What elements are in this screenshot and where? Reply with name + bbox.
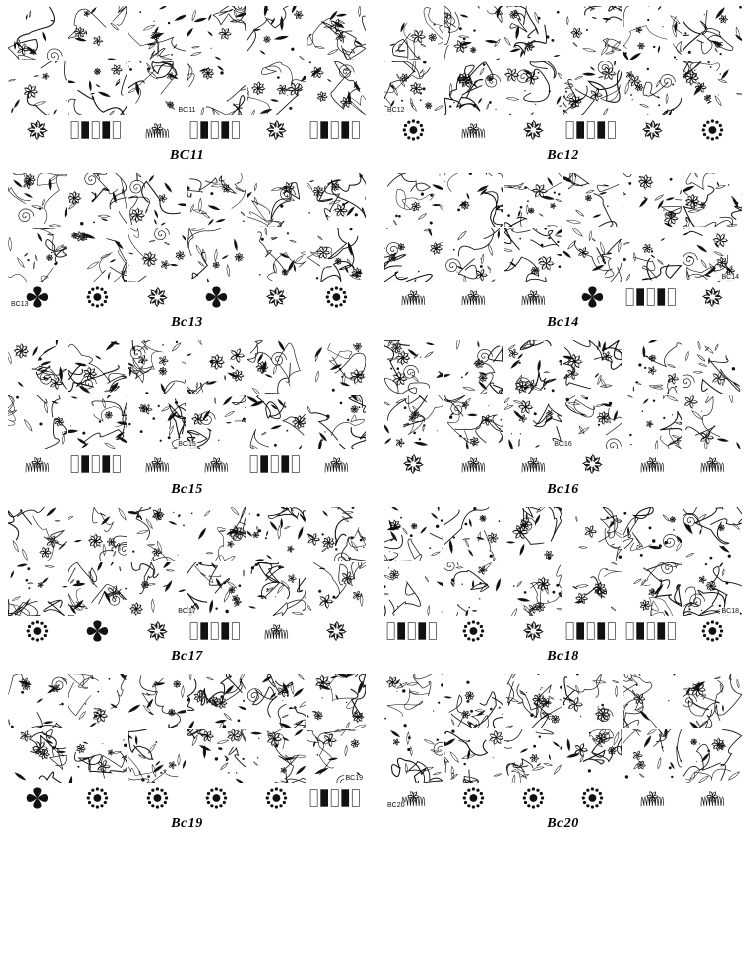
plate-row bbox=[8, 507, 742, 671]
plate-label: Bc17 bbox=[171, 649, 203, 664]
plate-design-cell bbox=[504, 61, 563, 115]
plate-design-cell bbox=[623, 562, 682, 616]
plate-label: Bc15 bbox=[171, 482, 203, 497]
plate-accent-cell bbox=[563, 784, 622, 812]
plate-design-cell bbox=[247, 562, 306, 616]
plate-design-cell bbox=[384, 395, 443, 449]
plate-label: Bc18 bbox=[547, 649, 579, 664]
plate-bc14[interactable] bbox=[384, 173, 742, 337]
plate-bc18[interactable] bbox=[384, 507, 742, 671]
plate-design-cell bbox=[128, 228, 187, 282]
plate-accent-cell bbox=[68, 116, 127, 144]
plate-design-cell bbox=[683, 674, 742, 728]
plate-design-cell bbox=[128, 507, 187, 561]
plate-accent-cell bbox=[307, 116, 366, 144]
plate-design-cell bbox=[68, 507, 127, 561]
plate-accent-cell bbox=[8, 450, 67, 478]
plate-design-cell bbox=[307, 507, 366, 561]
plate-accent-cell bbox=[623, 283, 682, 311]
plate-accent-cell bbox=[444, 116, 503, 144]
plate-design-cell bbox=[8, 340, 67, 394]
plate-image-grid bbox=[384, 340, 742, 478]
plate-code-text: BC12 bbox=[387, 107, 405, 114]
plate-accent-cell bbox=[683, 784, 742, 812]
plate-design-cell bbox=[563, 729, 622, 783]
plate-accent-cell bbox=[504, 116, 563, 144]
plate-design-cell bbox=[384, 228, 443, 282]
plate-design-cell bbox=[8, 6, 67, 60]
plate-design-cell bbox=[68, 173, 127, 227]
plate-accent-cell bbox=[8, 784, 67, 812]
plate-design-cell bbox=[444, 507, 503, 561]
plate-row bbox=[8, 173, 742, 337]
plate-design-cell bbox=[307, 674, 366, 728]
plate-code-text: BC15 bbox=[178, 441, 196, 448]
plate-design-cell bbox=[504, 228, 563, 282]
plate-accent-cell bbox=[68, 617, 127, 645]
plate-design-cell bbox=[683, 61, 742, 115]
plate-design-cell bbox=[247, 729, 306, 783]
plate-image-grid bbox=[8, 173, 366, 311]
plate-design-cell bbox=[247, 340, 306, 394]
plate-accent-cell bbox=[623, 784, 682, 812]
plate-accent-cell bbox=[683, 617, 742, 645]
plate-accent-cell bbox=[187, 617, 246, 645]
plate-image-grid bbox=[384, 6, 742, 144]
plate-design-cell bbox=[307, 61, 366, 115]
plate-accent-cell bbox=[623, 116, 682, 144]
plate-accent-cell bbox=[563, 116, 622, 144]
plate-design-cell bbox=[504, 6, 563, 60]
plate-design-cell bbox=[247, 61, 306, 115]
plate-design-cell bbox=[623, 674, 682, 728]
plate-design-cell bbox=[563, 173, 622, 227]
plate-accent-cell bbox=[683, 116, 742, 144]
plate-design-cell bbox=[128, 729, 187, 783]
plate-label: BC11 bbox=[170, 148, 204, 163]
plate-design-cell bbox=[307, 340, 366, 394]
plate-design-cell bbox=[68, 61, 127, 115]
plate-bc11[interactable] bbox=[8, 6, 366, 170]
plate-design-cell bbox=[623, 228, 682, 282]
plate-image-grid bbox=[8, 674, 366, 812]
plate-code-text: BC19 bbox=[345, 775, 363, 782]
plate-row bbox=[8, 6, 742, 170]
plate-design-cell bbox=[444, 674, 503, 728]
plate-code-text: BC11 bbox=[178, 107, 196, 114]
plate-design-cell bbox=[68, 674, 127, 728]
plate-design-cell bbox=[128, 173, 187, 227]
plate-design-cell bbox=[623, 61, 682, 115]
plate-bc20[interactable] bbox=[384, 674, 742, 838]
plate-design-cell bbox=[683, 340, 742, 394]
plate-bc19[interactable] bbox=[8, 674, 366, 838]
plate-bc13[interactable] bbox=[8, 173, 366, 337]
plate-design-cell bbox=[187, 674, 246, 728]
plate-design-cell bbox=[8, 507, 67, 561]
plate-bc15[interactable] bbox=[8, 340, 366, 504]
plate-design-cell bbox=[8, 395, 67, 449]
plate-design-cell bbox=[68, 395, 127, 449]
plate-design-cell bbox=[128, 340, 187, 394]
plate-accent-cell bbox=[384, 617, 443, 645]
plate-design-cell bbox=[68, 6, 127, 60]
plate-label: Bc16 bbox=[547, 482, 579, 497]
plate-accent-cell bbox=[128, 450, 187, 478]
plate-design-cell bbox=[384, 729, 443, 783]
plate-row bbox=[8, 674, 742, 838]
plate-design-cell bbox=[307, 173, 366, 227]
plate-design-cell bbox=[68, 228, 127, 282]
plate-accent-cell bbox=[307, 617, 366, 645]
plate-accent-cell bbox=[384, 116, 443, 144]
plate-design-cell bbox=[307, 228, 366, 282]
plate-accent-cell bbox=[68, 283, 127, 311]
plate-design-cell bbox=[504, 340, 563, 394]
plate-design-cell bbox=[307, 562, 366, 616]
plate-design-cell bbox=[563, 562, 622, 616]
plate-accent-cell bbox=[187, 450, 246, 478]
plate-design-cell bbox=[384, 340, 443, 394]
plate-image-grid bbox=[8, 340, 366, 478]
plate-accent-cell bbox=[247, 116, 306, 144]
plate-accent-cell bbox=[247, 784, 306, 812]
plate-image-grid bbox=[384, 507, 742, 645]
plate-design-cell bbox=[384, 507, 443, 561]
plate-design-cell bbox=[128, 6, 187, 60]
plate-design-cell bbox=[444, 228, 503, 282]
plate-design-cell bbox=[247, 173, 306, 227]
plate-design-cell bbox=[187, 173, 246, 227]
plate-design-cell bbox=[683, 729, 742, 783]
plate-accent-cell bbox=[128, 283, 187, 311]
plate-accent-cell bbox=[8, 116, 67, 144]
plate-design-cell bbox=[444, 6, 503, 60]
plate-code-text: BC20 bbox=[387, 802, 405, 809]
plate-code-text: BC13 bbox=[11, 301, 29, 308]
plate-design-cell bbox=[504, 729, 563, 783]
plate-design-cell bbox=[68, 340, 127, 394]
plate-code-text: BC16 bbox=[554, 441, 572, 448]
plate-bc17[interactable] bbox=[8, 507, 366, 671]
plate-design-cell bbox=[623, 6, 682, 60]
plate-accent-cell bbox=[128, 784, 187, 812]
plate-accent-cell bbox=[247, 283, 306, 311]
plate-row bbox=[8, 340, 742, 504]
plate-design-cell bbox=[68, 562, 127, 616]
plate-design-cell bbox=[563, 340, 622, 394]
plate-design-cell bbox=[187, 729, 246, 783]
plate-design-cell bbox=[563, 6, 622, 60]
plate-bc12[interactable] bbox=[384, 6, 742, 170]
plate-bc16[interactable] bbox=[384, 340, 742, 504]
plate-label: Bc19 bbox=[171, 816, 203, 831]
plate-accent-cell bbox=[444, 617, 503, 645]
plate-design-cell bbox=[247, 674, 306, 728]
plate-accent-cell bbox=[384, 283, 443, 311]
plate-accent-cell bbox=[8, 617, 67, 645]
plate-design-cell bbox=[563, 674, 622, 728]
plate-accent-cell bbox=[187, 116, 246, 144]
plate-accent-cell bbox=[563, 283, 622, 311]
plate-accent-cell bbox=[444, 784, 503, 812]
plate-accent-cell bbox=[504, 450, 563, 478]
plate-label: Bc12 bbox=[547, 148, 579, 163]
plate-design-cell bbox=[683, 173, 742, 227]
plate-design-cell bbox=[563, 61, 622, 115]
plate-accent-cell bbox=[247, 617, 306, 645]
plate-design-cell bbox=[444, 395, 503, 449]
plate-design-cell bbox=[683, 507, 742, 561]
plate-design-cell bbox=[623, 729, 682, 783]
plate-design-cell bbox=[384, 6, 443, 60]
plate-design-cell bbox=[307, 6, 366, 60]
plate-design-cell bbox=[128, 674, 187, 728]
plate-design-cell bbox=[187, 6, 246, 60]
plate-accent-cell bbox=[128, 116, 187, 144]
plate-design-cell bbox=[8, 729, 67, 783]
plate-design-cell bbox=[504, 562, 563, 616]
plate-accent-cell bbox=[563, 617, 622, 645]
plate-accent-cell bbox=[504, 283, 563, 311]
plate-design-cell bbox=[623, 340, 682, 394]
plate-accent-cell bbox=[68, 450, 127, 478]
plate-label: Bc13 bbox=[171, 315, 203, 330]
plate-image-grid bbox=[384, 173, 742, 311]
plate-accent-cell bbox=[504, 784, 563, 812]
plate-design-cell bbox=[683, 6, 742, 60]
plate-code-text: BC18 bbox=[721, 608, 739, 615]
plate-accent-cell bbox=[307, 283, 366, 311]
plate-accent-cell bbox=[563, 450, 622, 478]
plate-design-cell bbox=[247, 6, 306, 60]
plate-accent-cell bbox=[504, 617, 563, 645]
plate-accent-cell bbox=[384, 450, 443, 478]
plate-design-cell bbox=[384, 562, 443, 616]
plate-design-cell bbox=[8, 674, 67, 728]
plate-accent-cell bbox=[247, 450, 306, 478]
plate-design-cell bbox=[384, 674, 443, 728]
plate-design-cell bbox=[8, 61, 67, 115]
plate-accent-cell bbox=[307, 450, 366, 478]
plate-accent-cell bbox=[623, 617, 682, 645]
plate-accent-cell bbox=[68, 784, 127, 812]
plate-accent-cell bbox=[444, 283, 503, 311]
plate-design-cell bbox=[444, 61, 503, 115]
plate-accent-cell bbox=[444, 450, 503, 478]
plate-code-text: BC17 bbox=[178, 608, 196, 615]
plate-design-cell bbox=[384, 173, 443, 227]
plate-accent-cell bbox=[683, 450, 742, 478]
plate-label: Bc20 bbox=[547, 816, 579, 831]
plate-design-cell bbox=[187, 228, 246, 282]
plate-image-grid bbox=[8, 507, 366, 645]
plate-design-cell bbox=[444, 173, 503, 227]
plate-design-cell bbox=[187, 340, 246, 394]
plate-design-cell bbox=[623, 173, 682, 227]
plate-design-cell bbox=[68, 729, 127, 783]
plate-design-cell bbox=[307, 395, 366, 449]
plate-accent-cell bbox=[683, 283, 742, 311]
plate-design-cell bbox=[247, 507, 306, 561]
plate-design-cell bbox=[8, 228, 67, 282]
plate-image-grid bbox=[8, 6, 366, 144]
plate-design-cell bbox=[563, 228, 622, 282]
plate-label: Bc14 bbox=[547, 315, 579, 330]
plate-accent-cell bbox=[307, 784, 366, 812]
plate-design-cell bbox=[623, 507, 682, 561]
plate-image-grid bbox=[384, 674, 742, 812]
plate-accent-cell bbox=[187, 283, 246, 311]
plate-design-cell bbox=[504, 173, 563, 227]
plate-design-cell bbox=[8, 173, 67, 227]
plate-accent-cell bbox=[187, 784, 246, 812]
plate-design-cell bbox=[444, 562, 503, 616]
plate-design-cell bbox=[8, 562, 67, 616]
plate-design-cell bbox=[504, 507, 563, 561]
plate-design-cell bbox=[683, 395, 742, 449]
plate-design-cell bbox=[247, 228, 306, 282]
plate-design-cell bbox=[563, 507, 622, 561]
plate-code-text: BC14 bbox=[721, 274, 739, 281]
plate-design-cell bbox=[247, 395, 306, 449]
plate-design-cell bbox=[444, 729, 503, 783]
plate-accent-cell bbox=[623, 450, 682, 478]
plate-design-cell bbox=[623, 395, 682, 449]
plate-design-cell bbox=[504, 674, 563, 728]
plate-accent-cell bbox=[128, 617, 187, 645]
plate-design-cell bbox=[444, 340, 503, 394]
plate-design-cell bbox=[187, 507, 246, 561]
